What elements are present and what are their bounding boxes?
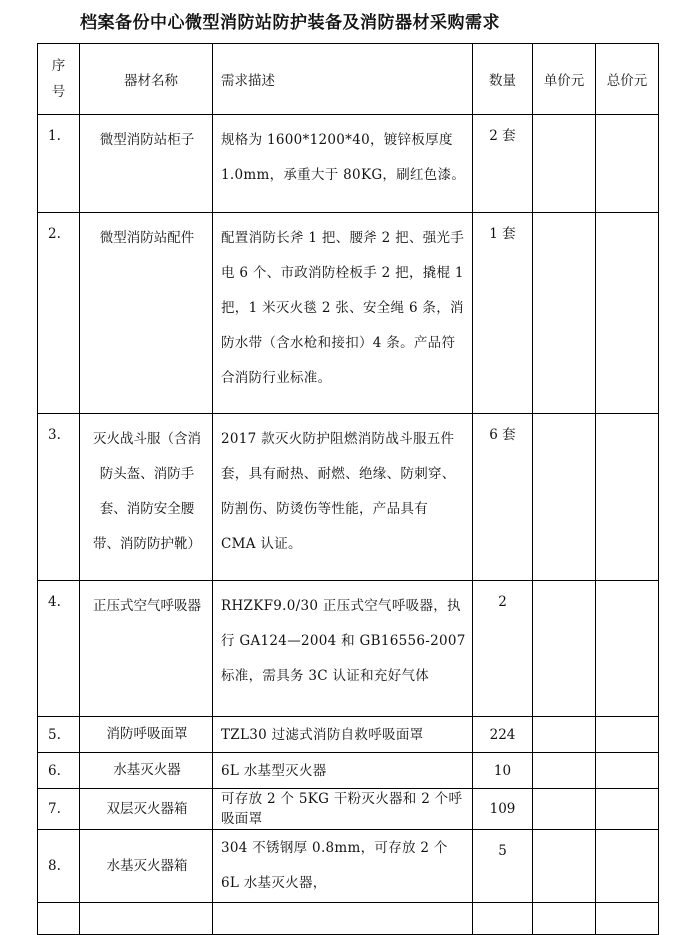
row-name: 水基灭火器: [80, 753, 213, 789]
row-no: 2.: [38, 213, 80, 414]
row-total-price: [596, 789, 659, 830]
row-unit-price: [533, 581, 596, 717]
row-no: 4.: [38, 581, 80, 717]
row-no: 1.: [38, 115, 80, 213]
page-title: 档案备份中心微型消防站防护装备及消防器材采购需求: [80, 13, 500, 33]
row-desc: 2017 款灭火防护阻燃消防战斗服五件套，具有耐热、耐燃、绝缘、防刺穿、防割伤、防烫伤等性能，产品具有 CMA 认证。: [213, 414, 473, 581]
row-desc: 6L 水基型灭火器: [213, 753, 473, 789]
row-desc: 规格为 1600*1200*40，镀锌板厚度 1.0mm，承重大于 80KG，刷红色漆。: [213, 115, 473, 213]
table-row: [38, 830, 659, 903]
row-no: 6.: [38, 753, 80, 789]
row-total-price: [596, 581, 659, 717]
row-unit-price: [533, 115, 596, 213]
row-unit-price: [533, 789, 596, 830]
row-name: 消防呼吸面罩: [80, 717, 213, 753]
header-row: [38, 44, 659, 115]
row-qty: 5: [473, 830, 533, 903]
row-no: 3.: [38, 414, 80, 581]
row-total-price: [596, 753, 659, 789]
row-no: 8.: [38, 830, 80, 903]
row-unit-price: [533, 903, 596, 935]
header-qty: 数量: [473, 44, 533, 115]
row-name: 双层灭火器箱: [80, 789, 213, 830]
header-name: 器材名称: [80, 44, 213, 115]
table-row: [38, 115, 659, 213]
row-qty: 1 套: [473, 213, 533, 414]
row-total-price: [596, 414, 659, 581]
table-row-empty: [38, 903, 659, 935]
header-no: 序 号: [38, 44, 80, 115]
row-no: 5.: [38, 717, 80, 753]
row-name: [80, 903, 213, 935]
row-total-price: [596, 213, 659, 414]
table-row: [38, 789, 659, 830]
row-unit-price: [533, 213, 596, 414]
row-no: 7.: [38, 789, 80, 830]
table-row: [38, 753, 659, 789]
row-desc: 可存放 2 个 5KG 干粉灭火器和 2 个呼吸面罩: [213, 789, 473, 830]
header-total-price: 总价元: [596, 44, 659, 115]
row-no: [38, 903, 80, 935]
row-name: 微型消防站柜子: [80, 115, 213, 213]
row-total-price: [596, 830, 659, 903]
table-row: [38, 213, 659, 414]
row-desc: TZL30 过滤式消防自救呼吸面罩: [213, 717, 473, 753]
row-name: 微型消防站配件: [80, 213, 213, 414]
row-total-price: [596, 903, 659, 935]
row-desc: 配置消防长斧 1 把、腰斧 2 把、强光手电 6 个、市政消防栓板手 2 把，撬棍 1 把，1 米灭火毯 2 张、安全绳 6 条，消防水带（含水枪和接扣）4 条。产品符合消防行业标准。: [213, 213, 473, 414]
row-name: 正压式空气呼吸器: [80, 581, 213, 717]
row-unit-price: [533, 753, 596, 789]
row-name: 灭火战斗服（含消防头盔、消防手套、消防安全腰带、消防防护靴）: [80, 414, 213, 581]
row-name: 水基灭火器箱: [80, 830, 213, 903]
row-qty: 109: [473, 789, 533, 830]
row-unit-price: [533, 717, 596, 753]
table-row: [38, 581, 659, 717]
header-unit-price: 单价元: [533, 44, 596, 115]
row-qty: 2: [473, 581, 533, 717]
procurement-table: [37, 43, 659, 935]
row-qty: 10: [473, 753, 533, 789]
row-qty: 6 套: [473, 414, 533, 581]
row-total-price: [596, 115, 659, 213]
header-desc: 需求描述: [213, 44, 473, 115]
table-row: [38, 717, 659, 753]
row-qty: 224: [473, 717, 533, 753]
row-desc: 304 不锈钢厚 0.8mm，可存放 2 个 6L 水基灭火器，: [213, 830, 473, 903]
row-unit-price: [533, 830, 596, 903]
row-desc: RHZKF9.0/30 正压式空气呼吸器，执行 GA124—2004 和 GB16556-2007 标准，需具务 3C 认证和充好气体: [213, 581, 473, 717]
row-qty: [473, 903, 533, 935]
row-unit-price: [533, 414, 596, 581]
row-total-price: [596, 717, 659, 753]
row-desc: [213, 903, 473, 935]
row-qty: 2 套: [473, 115, 533, 213]
table-row: [38, 414, 659, 581]
